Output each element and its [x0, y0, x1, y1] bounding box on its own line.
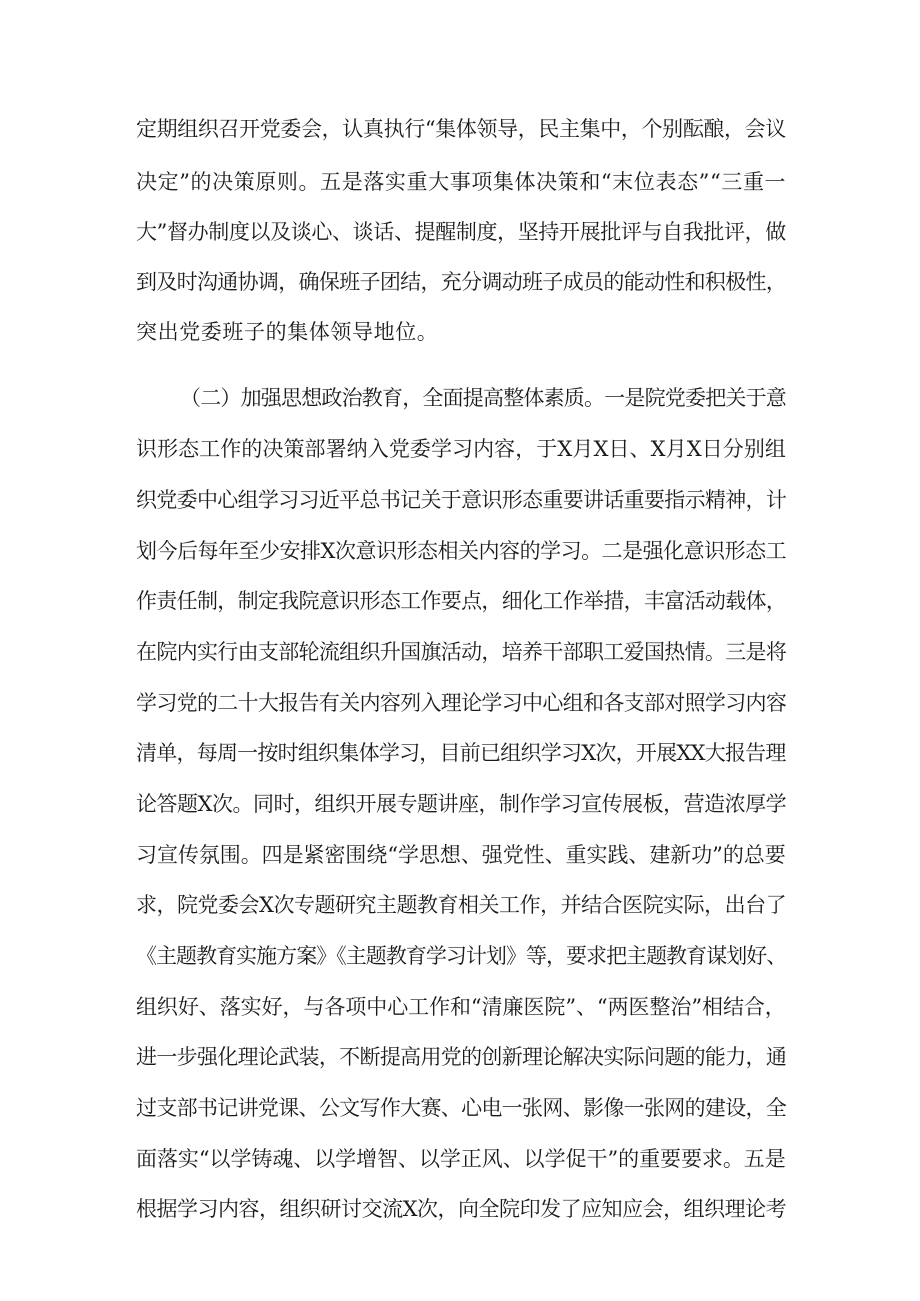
text-line: 决定”的决策原则。五是落实重大事项集体决策和“末位表态”“三重一: [136, 170, 787, 194]
text-line: 过支部书记讲党课、公文写作大赛、心电一张网、影像一张网的建设，全: [136, 1096, 787, 1120]
text-line: 织党委中心组学习习近平总书记关于意识形态重要讲话重要指示精神，计: [136, 488, 787, 512]
text-line: 划今后每年至少安排X次意识形态相关内容的学习。二是强化意识形态工: [136, 539, 787, 563]
text-line: 求，院党委会X次专题研究主题教育相关工作，并结合医院实际，出台了: [136, 893, 787, 917]
text-line: 学习党的二十大报告有关内容列入理论学习中心组和各支部对照学习内容: [136, 691, 787, 715]
text-line: 在院内实行由支部轮流组织升国旗活动，培养干部职工爱国热情。三是将: [136, 640, 787, 664]
text-line: 根据学习内容，组织研讨交流X次，向全院印发了应知应会，组织理论考: [136, 1197, 787, 1221]
text-line: 面落实“以学铸魂、以学增智、以学正风、以学促干”的重要要求。五是: [136, 1147, 786, 1171]
section-heading-line: （二）加强思想政治教育，全面提高整体素质。一是院党委把关于意: [180, 386, 786, 410]
text-line: 清单，每周一按时组织集体学习，目前已组织学习X次，开展XX大报告理: [136, 741, 786, 765]
text-line: 识形态工作的决策部署纳入党委学习内容，于X月X日、X月X日分别组: [136, 437, 786, 461]
text-line: 作责任制，制定我院意识形态工作要点，细化工作举措，丰富活动载体，: [136, 589, 787, 613]
text-line: 定期组织召开党委会，认真执行“集体领导，民主集中，个别酝酿，会议: [136, 117, 786, 141]
text-line: 习宣传氛围。四是紧密围绕“学思想、强党性、重实践、建新功”的总要: [136, 843, 786, 867]
text-line: 大”督办制度以及谈心、谈话、提醒制度，坚持开展批评与自我批评，做: [136, 220, 786, 244]
text-line: 组织好、落实好，与各项中心工作和“清廉医院”、“两医整治”相结合，: [136, 995, 786, 1019]
text-line: 突出党委班子的集体领导地位。: [136, 320, 439, 344]
text-line: 进一步强化理论武装，不断提高用党的创新理论解决实际问题的能力，通: [136, 1045, 787, 1069]
text-line: 《主题教育实施方案》《主题教育学习计划》等，要求把主题教育谋划好、: [136, 944, 787, 968]
text-line: 论答题X次。同时，组织开展专题讲座，制作学习宣传展板，营造浓厚学: [136, 792, 787, 816]
text-line: 到及时沟通协调，确保班子团结，充分调动班子成员的能动性和积极性，: [136, 270, 787, 294]
